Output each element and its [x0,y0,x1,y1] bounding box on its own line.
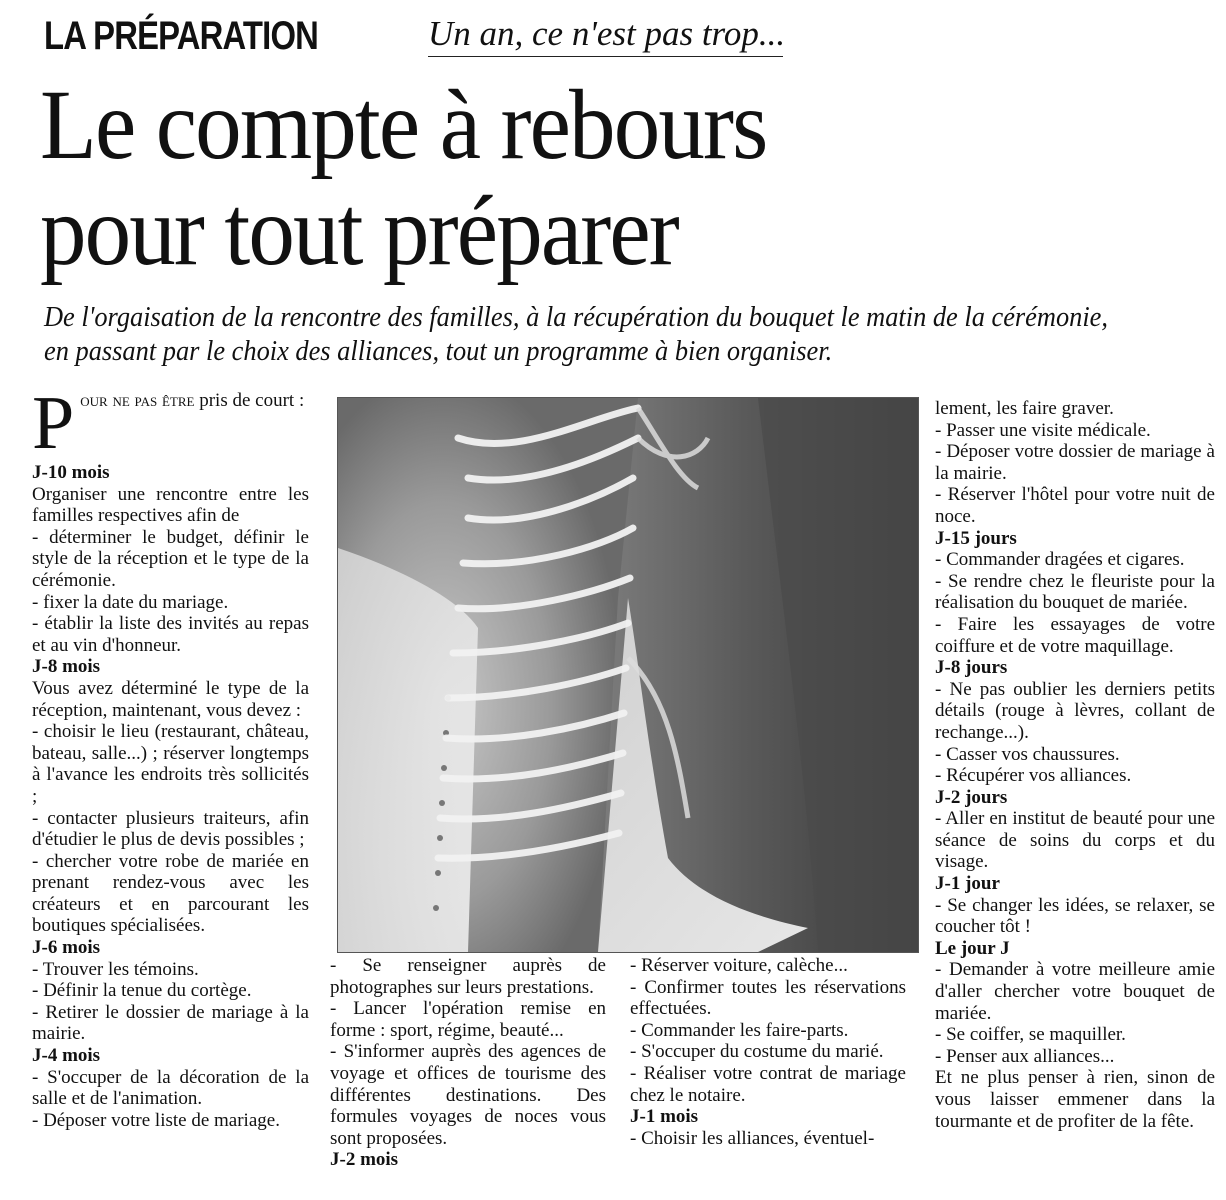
list-item: - Déposer votre dossier de mariage à la mairie. [935,441,1215,484]
list-item: - Choisir les alliances, éventuel- [630,1127,875,1149]
intro-rest: pris de court : [194,390,305,411]
heading-j10-mois: J-10 mois [32,462,110,483]
heading-j2-jours: J-2 jours [935,786,1008,808]
list-item: - choisir le lieu (restaurant, château, bateau, salle...) ; réserver longtemps à l'avance les endroits très sollicités ; [32,721,309,807]
list-item: - S'informer auprès des agences de voyage et offices de tourisme des différentes destinations. Des formules voyages de noces vous sont proposées. [330,1041,606,1149]
list-item: - Lancer l'opération remise en forme : sport, régime, beauté... [330,998,606,1041]
article-column-2 [330,955,606,1171]
paragraph: lement, les faire graver. [935,398,1114,419]
heading-j1-jour: J-1 jour [935,873,1000,895]
list-item: - Réserver l'hôtel pour votre nuit de noce. [935,484,1215,527]
heading-j8-mois: J-8 mois [32,656,101,678]
heading-le-jour-j: Le jour J [935,937,1010,959]
headline-line-2: pour tout préparer [40,175,678,286]
intro-smallcaps: our ne pas être [80,390,195,411]
list-item: - Ne pas oublier les derniers petits détails (rouge à lèvres, collant de rechange...). [935,678,1215,743]
corset-photo [337,397,919,953]
headline [40,69,1040,286]
article-column-1 [32,381,309,1131]
list-item: - Se rendre chez le fleuriste pour la réalisation du bouquet de mariée. [935,570,1215,614]
paragraph: Organiser une rencontre entre les familles respectives afin de [32,483,309,527]
corset-lacing-image [338,398,918,952]
list-item: - Déposer votre liste de mariage. [32,1109,280,1131]
list-item: - Retirer le dossier de mariage à la mairie. [32,1001,309,1045]
heading-j8-jours: J-8 jours [935,657,1008,679]
list-item: - Demander à votre meilleure amie d'aller chercher votre bouquet de mariée. [935,959,1215,1024]
headline-line-1: Le compte à rebours [40,69,767,180]
section-kicker: LA PRÉPARATION [44,14,319,58]
heading-j1-mois: J-1 mois [630,1106,699,1128]
list-item: - Faire les essayages de votre coiffure et de votre maquillage. [935,613,1215,657]
article-column-3 [630,955,906,1149]
heading-j4-mois: J-4 mois [32,1045,101,1067]
closing-paragraph: Et ne plus penser à rien, sinon de vous laisser emmener dans la tourmante et de profiter de la fête. [935,1067,1215,1132]
list-item: - Commander les faire-parts. [630,1019,849,1041]
list-item: - déterminer le budget, définir le style de la réception et le type de la cérémonie. [32,526,309,591]
intro-paragraph [32,381,309,465]
heading-j2-mois: J-2 mois [330,1149,399,1171]
list-item: - chercher votre robe de mariée en prenant rendez-vous avec les créateurs et en parcourant les boutiques spécialisées. [32,850,309,937]
list-item: - Aller en institut de beauté pour une séance de soins du corps et du visage. [935,808,1215,873]
list-item: - Penser aux alliances... [935,1045,1115,1067]
paragraph: Vous avez déterminé le type de la réception, maintenant, vous devez : [32,677,309,721]
drop-cap: P [32,381,75,465]
list-item: - Se changer les idées, se relaxer, se coucher tôt ! [935,894,1215,938]
list-item: - Casser vos chaussures. [935,743,1120,765]
heading-j15-jours: J-15 jours [935,527,1017,549]
standfirst-line-1: De l'orgaisation de la rencontre des familles, à la récupération du bouquet le matin de la cérémonie, [44,301,1108,333]
list-item: - Trouver les témoins. [32,958,199,980]
list-item: - Définir la tenue du cortège. [32,980,252,1002]
list-item: - Récupérer vos alliances. [935,765,1132,787]
heading-j6-mois: J-6 mois [32,937,101,959]
list-item: - Commander dragées et cigares. [935,549,1185,571]
list-item: - S'occuper du costume du marié. [630,1041,884,1063]
kicker-subtitle: Un an, ce n'est pas trop... [428,14,783,57]
list-item: - contacter plusieurs traiteurs, afin d'étudier le plus de devis possibles ; [32,807,309,851]
standfirst-line-2: en passant par le choix des alliances, tout un programme à bien organiser. [44,335,833,367]
list-item: - Se coiffer, se maquiller. [935,1024,1126,1046]
list-item: - Se renseigner auprès de photographes sur leurs prestations. [330,955,606,998]
list-item: - S'occuper de la décoration de la salle et de l'animation. [32,1066,309,1110]
list-item: - Réserver voiture, calèche... [630,955,848,976]
article-column-4 [935,398,1215,1132]
list-item: - établir la liste des invités au repas et au vin d'honneur. [32,613,309,656]
standfirst [44,300,1224,368]
list-item: - Réaliser votre contrat de mariage chez le notaire. [630,1062,906,1106]
list-item: - fixer la date du mariage. [32,591,229,613]
list-item: - Passer une visite médicale. [935,419,1151,441]
list-item: - Confirmer toutes les réservations effectuées. [630,976,906,1020]
